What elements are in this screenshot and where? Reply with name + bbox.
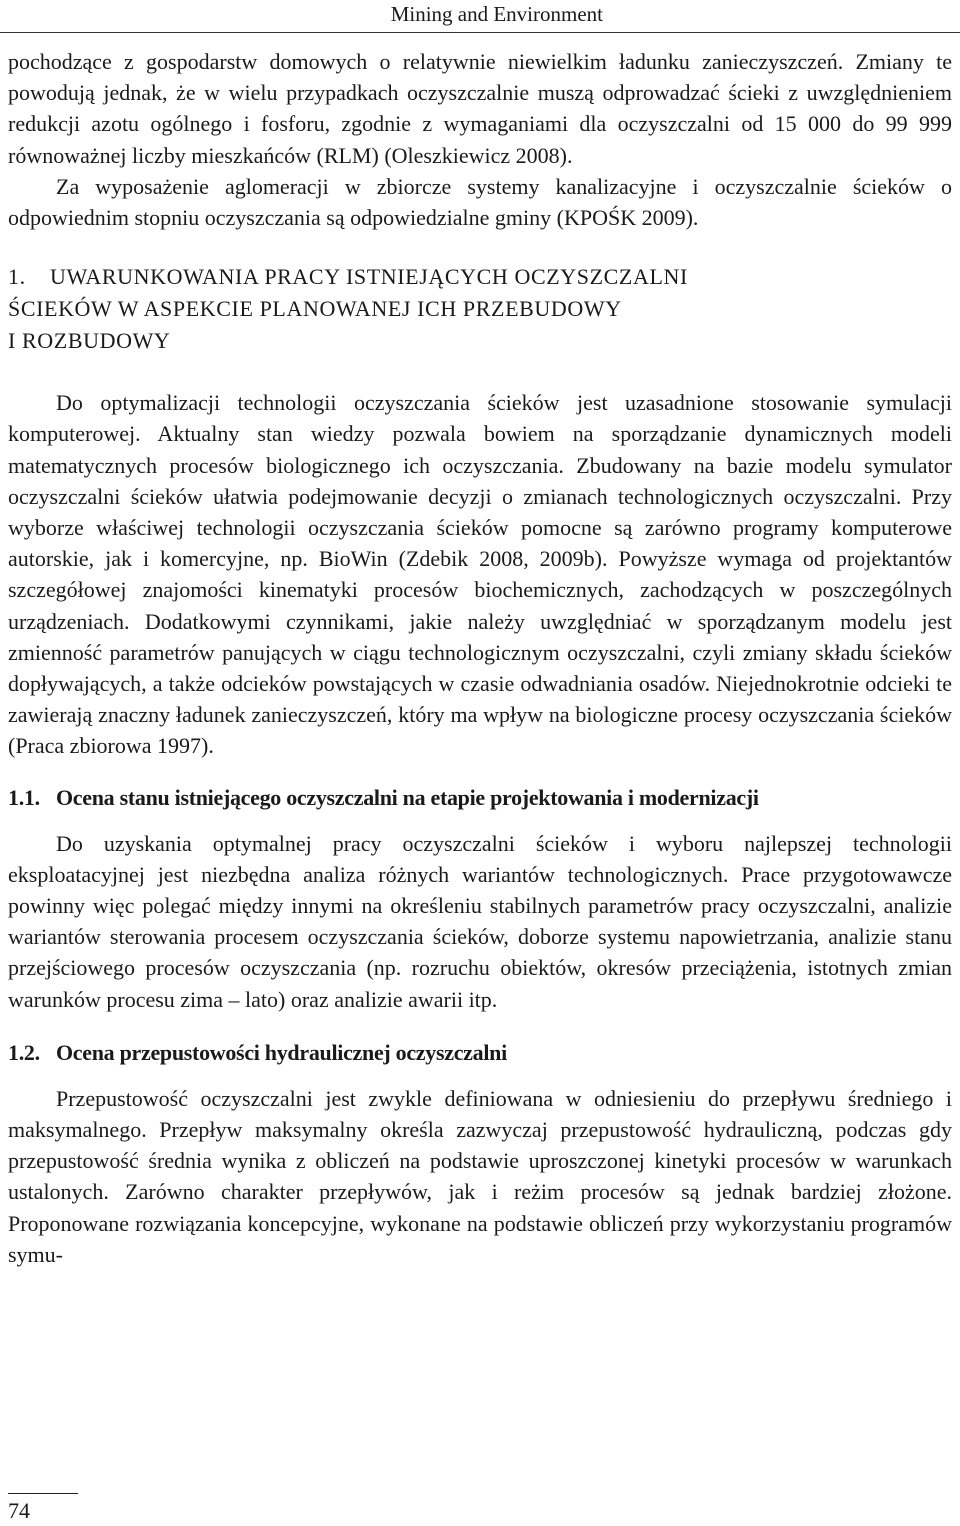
body-paragraph-4: Do uzyskania optymalnej pracy oczyszczalni ścieków i wyboru najlepszej technologii eksploatacyjnej jest niezbędna analiza różnych wariantów technologicznych. Prace przygotowawcze powinny więc polegać między innymi na określeniu stabilnych parametrów pracy oczyszczalni, analizie wariantów sterowania procesem oczyszczania ścieków, doborze systemu napowietrzania, analizie stanu przejściowego procesów oczyszczania (np. rozruchu obiektów, okresów przeciążenia, istotnych zmian warunków procesu zima – lato) oraz analizie awarii itp. bbox=[8, 830, 952, 1012]
subsection-1-2-number: 1.2. bbox=[8, 1039, 40, 1065]
subsection-1-1-number: 1.1. bbox=[8, 784, 40, 810]
running-title: Mining and Environment bbox=[390, 2, 603, 26]
running-header bbox=[0, 0, 960, 33]
section-1-title-line3: I ROZBUDOWY bbox=[8, 328, 171, 354]
body-paragraph-2: Za wyposażenie aglomeracji w zbiorcze systemy kanalizacyjne i oczyszczalnie ścieków o odpowiednim stopniu oczyszczania są odpowiedzialne gminy (KPOŚK 2009). bbox=[8, 173, 952, 231]
section-1-heading bbox=[8, 261, 952, 357]
body-paragraph-1: pochodzące z gospodarstw domowych o relatywnie niewielkim ładunku zanieczyszczeń. Zmiany te powodują jednak, że w wielu przypadkach oczyszczalnie muszą odprowadzać ścieki z uwzględnieniem redukcji azotu ogólnego i fosforu, zgodnie z wymaganiami dla oczyszczalni od 15 000 do 99 999 równoważnej liczby mieszkańców (RLM) (Oleszkiewicz 2008). bbox=[8, 49, 952, 168]
page-body bbox=[8, 46, 952, 1270]
subsection-1-1-heading bbox=[8, 782, 952, 814]
subsection-1-1-title: Ocena stanu istniejącego oczyszczalni na etapie projektowania i modernizacji bbox=[56, 784, 759, 810]
body-paragraph-5: Przepustowość oczyszczalni jest zwykle definiowana w odniesieniu do przepływu średniego i maksymalnego. Przepływ maksymalny określa zazwyczaj przepustowość hydrauliczną, podczas gdy przepustowość średnia wynika z obliczeń na podstawie uproszczonej kinetyki procesów w warunkach ustalonych. Zarówno charakter przepływów, jak i reżim procesów są jednak bardziej złożone. Proponowane rozwiązania koncepcyjne, wykonane na podstawie obliczeń przy wykorzystaniu programów symu- bbox=[8, 1085, 952, 1267]
section-1-title-line1: UWARUNKOWANIA PRACY ISTNIEJĄCYCH OCZYSZCZALNI bbox=[50, 264, 688, 290]
section-1-title-line2: ŚCIEKÓW W ASPEKCIE PLANOWANEJ ICH PRZEBUDOWY bbox=[8, 296, 622, 322]
footer-rule bbox=[8, 1493, 78, 1494]
body-paragraph-3: Do optymalizacji technologii oczyszczania ścieków jest uzasadnione stosowanie symulacji komputerowej. Aktualny stan wiedzy pozwala bowiem na sporządzanie dynamicznych modeli matematycznych procesów biologicznego ich oczyszczania. Zbudowany na bazie modelu symulator oczyszczalni ścieków ułatwia podejmowanie decyzji o zmianach technologicznych oczyszczalni. Przy wyborze właściwej technologii oczyszczania ścieków pomocne są zarówno programy komputerowe autorskie, jak i komercyjne, np. BioWin (Zdebik 2008, 2009b). Powyższe wymaga od projektantów szczegółowej znajomości kinematyki procesów biochemicznych, zachodzących w poszczególnych urządzeniach. Dodatkowymi czynnikami, jakie należy uwzględniać w sporządzanym modelu jest zmienność parametrów panujących w ciągu technologicznym oczyszczalni, czyli zmiany składu ścieków dopływających, a także odcieków powstających w czasie odwadniania osadów. Niejednokrotnie odcieki te zawierają znaczny ładunek zanieczyszczeń, który ma wpływ na biologiczne procesy oczyszczania ścieków (Praca zbiorowa 1997). bbox=[8, 390, 952, 759]
section-1-number: 1. bbox=[8, 264, 26, 290]
page-number: 74 bbox=[8, 1498, 30, 1523]
subsection-1-2-title: Ocena przepustowości hydraulicznej oczyszczalni bbox=[56, 1039, 507, 1065]
subsection-1-2-heading bbox=[8, 1037, 952, 1069]
